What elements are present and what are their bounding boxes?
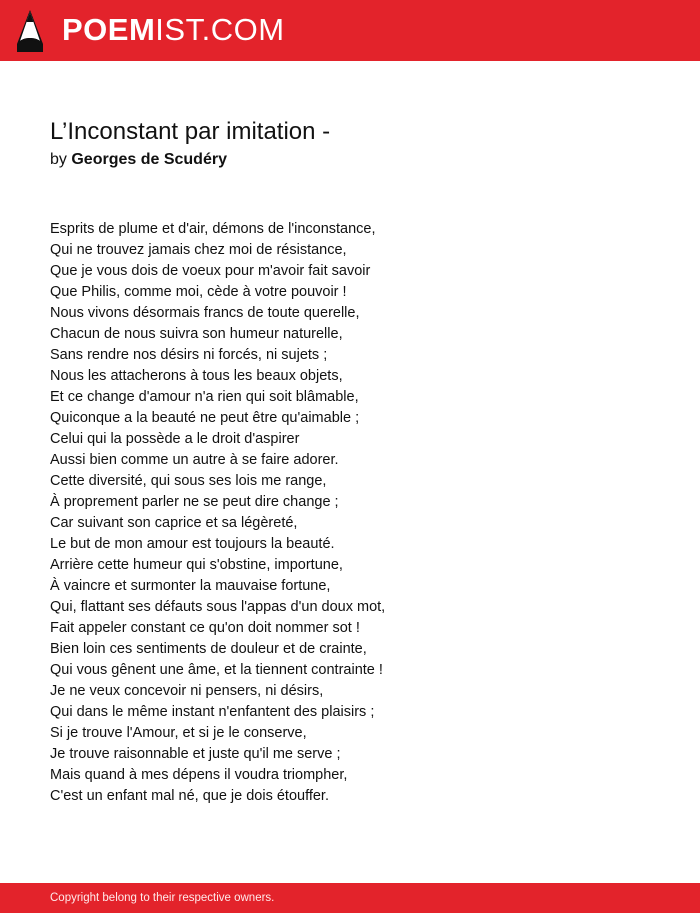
site-header xyxy=(0,0,700,61)
site-logo-text[interactable] xyxy=(62,12,285,48)
poem-line: À vaincre et surmonter la mauvaise fortune, xyxy=(50,578,331,594)
poem-line: Esprits de plume et d'air, démons de l'inconstance, xyxy=(50,221,376,237)
poem-line: Que Philis, comme moi, cède à votre pouvoir ! xyxy=(50,284,347,300)
poem-line: Qui, flattant ses défauts sous l'appas d'un doux mot, xyxy=(50,599,386,615)
poem-line: Nous les attacherons à tous les beaux objets, xyxy=(50,368,343,384)
poem-line: Je ne veux concevoir ni pensers, ni désirs, xyxy=(50,683,324,699)
by-label: by xyxy=(50,151,67,168)
poem-line: Je trouve raisonnable et juste qu'il me serve ; xyxy=(50,746,341,762)
poem-line: À proprement parler ne se peut dire change ; xyxy=(50,494,339,510)
poem-line: C'est un enfant mal né, que je dois étouffer. xyxy=(50,788,329,804)
poem-line: Arrière cette humeur qui s'obstine, importune, xyxy=(50,557,343,573)
poem-line: Si je trouve l'Amour, et si je le conserve, xyxy=(50,725,307,741)
poem-line: Qui vous gênent une âme, et la tiennent contrainte ! xyxy=(50,662,383,678)
poem-byline xyxy=(50,150,227,170)
pencil-logo-icon[interactable] xyxy=(17,10,43,52)
brand-bold-text: POEM xyxy=(62,12,156,47)
poem-line: Fait appeler constant ce qu'on doit nommer sot ! xyxy=(50,620,360,636)
poem-line: Celui qui la possède a le droit d'aspirer xyxy=(50,431,300,447)
poem-title: L’Inconstant par imitation - xyxy=(50,118,331,145)
poem-line: Bien loin ces sentiments de douleur et de crainte, xyxy=(50,641,367,657)
poem-line: Chacun de nous suivra son humeur naturelle, xyxy=(50,326,343,342)
site-footer xyxy=(0,883,700,913)
brand-light-text: IST.COM xyxy=(155,12,285,47)
poem-line: Mais quand à mes dépens il voudra triompher, xyxy=(50,767,348,783)
poem-body xyxy=(50,219,670,807)
poem-line: Sans rendre nos désirs ni forcés, ni sujets ; xyxy=(50,347,328,363)
poem-line: Et ce change d'amour n'a rien qui soit blâmable, xyxy=(50,389,359,405)
author-name: Georges de Scudéry xyxy=(71,151,227,168)
poem-line: Que je vous dois de voeux pour m'avoir fait savoir xyxy=(50,263,371,279)
poem-line: Cette diversité, qui sous ses lois me range, xyxy=(50,473,327,489)
poem-line: Nous vivons désormais francs de toute querelle, xyxy=(50,305,360,321)
poem-line: Qui ne trouvez jamais chez moi de résistance, xyxy=(50,242,347,258)
poem-line: Qui dans le même instant n'enfantent des plaisirs ; xyxy=(50,704,375,720)
poem-line: Aussi bien comme un autre à se faire adorer. xyxy=(50,452,339,468)
poem-line: Car suivant son caprice et sa légèreté, xyxy=(50,515,298,531)
poem-line: Quiconque a la beauté ne peut être qu'aimable ; xyxy=(50,410,360,426)
copyright-notice: Copyright belong to their respective owners. xyxy=(50,892,275,904)
poem-line: Le but de mon amour est toujours la beauté. xyxy=(50,536,335,552)
